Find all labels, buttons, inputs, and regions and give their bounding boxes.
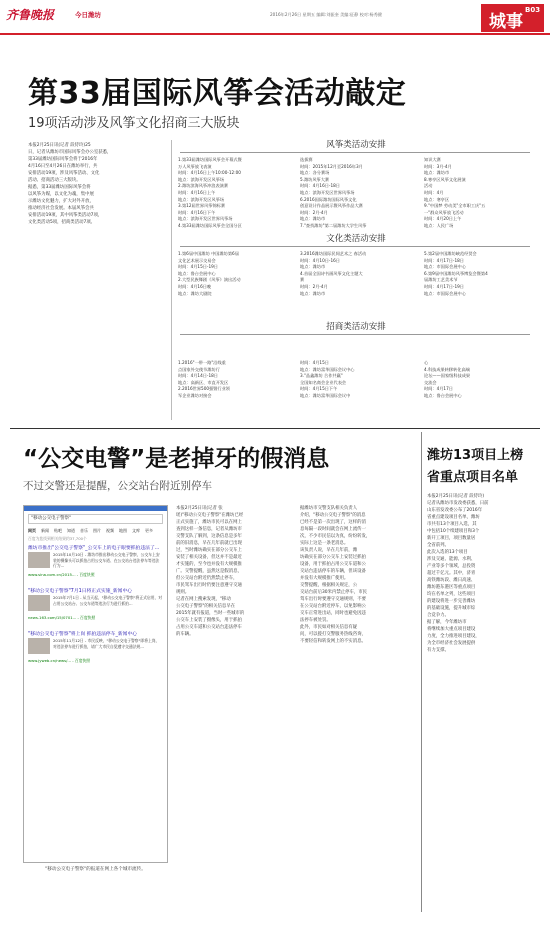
text-line: 8.寒亭区风筝文化展演 [424, 176, 466, 182]
article2-body-col2 [300, 505, 418, 645]
text-line: 广。交警提醒，虽然这是假消息， [176, 569, 242, 574]
article1-subhead: 19项活动涉及风筝文化招商三大版块 [28, 116, 240, 131]
text-line: 一"群众风筝放飞活动 [424, 209, 464, 215]
text-line: 时间：2月-4月 [300, 283, 328, 289]
text-line: 地点：滨海开发区风筝场 [178, 196, 225, 202]
text-line: 安装了相关设备，但这并不是最近 [176, 555, 242, 560]
search-tab[interactable]: 视频 [106, 528, 114, 533]
text-line: 瑶)"移动公交电子警察"在潍坊已经 [176, 513, 244, 518]
search-tab[interactable]: 音乐 [80, 528, 88, 533]
text-line: 地点：潍坊富华国际会议中 [300, 392, 351, 398]
text-line: 交站台前后30米内禁止停车，市民 [300, 590, 368, 595]
text-line: 已经不是第一次出现了，这样的消 [300, 520, 366, 525]
text-line: 文化类活动5项，招商类活动7项。 [28, 220, 96, 225]
text-line: 时间：4月14日-18日 [178, 373, 218, 379]
text-line: 实际上这是一条老消息。 [300, 541, 349, 546]
text-line: 3."品鑫潍坊 合作共赢" [300, 373, 343, 379]
text-line: 公交车上安装了摄像头，用于抓拍 [176, 618, 242, 623]
result-snippet: 2015年11月12日 - 市民反映，"移动公交电子警察"即将上岗，对违法停车进行抓拍，请广大市民自觉遵守交通法规... [53, 638, 160, 649]
text-line: 创意设计作品展示暨风筝作品大赛 [300, 203, 363, 209]
article2-headline: “公交电警”是老掉牙的假消息 [23, 446, 330, 472]
text-line: 时间：4月15日-19日 [178, 264, 218, 270]
text-line: 问，可以拨打交警服务热线咨询， [300, 632, 366, 637]
text-line: 推动经济社会发展。本届风筝会共 [28, 206, 94, 211]
text-line: 时间：4月17日-19日 [424, 283, 464, 289]
page-number: B03 [525, 6, 541, 14]
text-line: 地点：滨海开发区风筝场 [178, 176, 225, 182]
text-line: 7."查找潍坊"第二届潍坊大学生风筝 [300, 222, 367, 228]
text-line: 1.第33届潍坊国际风筝会开幕式暨 [178, 157, 242, 162]
text-line: 查到这样一条信息，记者从潍坊市 [176, 527, 242, 532]
text-line: 文化艺术展示交易会 [178, 257, 216, 263]
column-divider [171, 140, 172, 420]
text-line: 2.潍坊滨海风筝冲浪表演赛 [178, 183, 229, 189]
text-line: 次，不少市民信以为真，纷纷转发， [300, 534, 371, 539]
text-line: 时间：4月16日-18日 [300, 183, 340, 189]
text-line: 高铁潍坊段、潍日高速、 [427, 578, 476, 583]
text-line: 时间：4月17日 [424, 386, 453, 392]
article2-body-col1 [176, 505, 294, 638]
text-line: 坊确实在部分公交车上安装过抓拍 [300, 555, 366, 560]
text-line: 才实施的，至今也并没有大规模推 [176, 562, 242, 567]
text-line: 地点：潍坊大剧院 [178, 290, 212, 296]
text-line: 息每隔一段时间就会在网上流传一 [300, 527, 366, 532]
text-line: 为全市经济社会发展提供 [427, 641, 476, 646]
text-line: 5.第2届中国潍坊峡范经贸会 [424, 251, 477, 256]
search-tab[interactable]: 贴吧 [54, 528, 62, 533]
text-line: 地点：市国际会展中心 [424, 264, 466, 270]
article3-headline-line1: 潍坊13项目上榜 [427, 448, 524, 463]
article1-headline: 第33届国际风筝会活动敲定 [28, 76, 407, 111]
text-line: 此次入选的13个项目 [427, 550, 468, 555]
text-line: 并没有大规模推广使用。 [300, 576, 349, 581]
text-line: 军企业潍坊对接会 [178, 392, 212, 398]
screenshot-caption: "移动公交电子警察"的报道在网上各个城市流传。 [45, 867, 146, 872]
culture-col-1 [178, 251, 296, 297]
result-url[interactable]: www.jyweb.cn/news/... - 百度快照 [28, 658, 91, 663]
result-url[interactable]: news.163.com/15/0701... - 百度快照 [28, 615, 96, 620]
column-divider [421, 432, 422, 912]
text-line: 地点：滨海开发区世界风筝场 [178, 216, 233, 222]
text-line: 地点：鲁台会展中心 [424, 392, 462, 398]
text-line: 选拔赛 [300, 157, 313, 162]
text-line: 安排活动19项，涉及风筝活动、文化 [28, 171, 100, 176]
text-line: 6.第9届中国潍坊风筝博览会暨第4 [424, 270, 488, 276]
text-line: 市共有13个项目入选，其 [427, 522, 477, 527]
text-line: 省重点建设项目名单，潍坊 [427, 515, 480, 520]
text-line: 的建设将进一步完善潍坊 [427, 599, 476, 604]
text-line: 在公交站台附近停车，以免影响公 [300, 604, 366, 609]
text-line: 地点：寒亭区 [424, 196, 450, 202]
text-line: 此外，市民如对相关信息有疑 [300, 625, 358, 630]
text-line: 4.首届全国诗书画风筝文化主题大 [300, 270, 363, 276]
text-line: 4.第33届潍坊国际风筝会全国分区 [178, 222, 242, 228]
search-result [28, 545, 163, 578]
masthead-meta: 2016年2月26日 星期五 编辑:刘振奎 美编:征静 校对:杨秀健 [270, 12, 382, 17]
article1-body [28, 142, 168, 226]
search-result [28, 588, 163, 621]
search-result [28, 631, 163, 664]
text-line: 据潍坊市交警支队相关负责人 [300, 506, 358, 511]
text-line: 安排活动19项，其中风筝类活动7项， [28, 213, 103, 218]
text-line: 点国家外交使节潍坊行 [178, 366, 220, 372]
text-line: 力度，全力推进项目建设， [427, 634, 480, 639]
text-line: 时间：4月15日下午 [300, 386, 338, 392]
text-line: 设备，用于抓拍占用公交车道和公 [300, 562, 366, 567]
text-line: 以风筝为媒，以文化为魂，集中展 [28, 192, 94, 197]
section-rule [180, 334, 530, 335]
story-divider [10, 428, 540, 429]
text-line: 地点：潍坊市 [300, 290, 326, 296]
text-line: 全省前列。 [427, 543, 449, 548]
text-line: 时间：4月16日上午10:00-12:00 [178, 170, 241, 176]
section-rule [180, 246, 530, 247]
text-line: 时间：4月 [424, 189, 444, 195]
result-thumbnail[interactable] [28, 638, 50, 654]
kite-section-title: 风筝类活动安排 [326, 140, 386, 150]
result-thumbnail[interactable] [28, 595, 50, 611]
text-line: 1.第6届中国潍坊 中国潍坊第6届 [178, 251, 239, 256]
paper-logo: 齐鲁晚报 [6, 8, 55, 22]
text-line: 该负责人说，早在几年前，潍 [300, 548, 358, 553]
invest-col-3 [424, 360, 542, 400]
search-tab[interactable]: 新闻 [41, 528, 49, 533]
web-search-screenshot [23, 505, 168, 863]
text-line: 合竞争力。 [427, 613, 449, 618]
result-url[interactable]: www.sina.com.cn/2015... - 百度快照 [28, 572, 95, 577]
result-title-link[interactable]: "移动公交电子警察"7月1日将正式实施_新闻中心 [28, 589, 133, 594]
text-line: 赛 [300, 277, 305, 283]
masthead-rule [0, 33, 550, 35]
text-line: 时间：4月17日-18日 [424, 257, 464, 263]
text-line: 9."中国梦 劳动美"全市职工庆"五 [424, 203, 486, 209]
search-results [28, 545, 163, 664]
text-line: 交流会 [424, 379, 437, 385]
text-line: 地点：鲁台会展中心 [178, 270, 216, 276]
browser-top-bar [24, 506, 167, 511]
text-line: 地点：潍坊市 [300, 264, 326, 270]
text-line: 万人风筝放飞表演 [178, 163, 212, 169]
text-line: 公交电子警察"的相关信息早在 [176, 604, 236, 609]
text-line: 时间：4月16日下午 [178, 209, 216, 215]
text-line: 本报2月25日讯(记者 段侍玲) [427, 494, 485, 499]
text-line: 时间：4月10日-16日 [300, 257, 340, 263]
text-line: 占用公交车道和公交站台违法停车 [176, 625, 242, 630]
text-line: 4.科技成果转移转化高端 [424, 366, 470, 372]
text-line: 地点：潍坊市 [424, 170, 450, 176]
text-line: 新开工项目，项目数量居 [427, 536, 476, 541]
text-line: 心 [424, 360, 429, 365]
text-line: 交警支队了解到，这条信息是多年 [176, 534, 242, 539]
text-line: 驾车出行时要遵守交通规则，不要 [300, 597, 366, 602]
text-line: 记者从潍坊市发改委获悉，日前 [427, 501, 489, 506]
search-tab[interactable]: 更多 [145, 528, 153, 533]
article2-subhead: 不过交警还是提醒，公交站台附近别停车 [23, 480, 212, 492]
section-rule [180, 152, 530, 153]
text-line: 过，当时潍坊确实在部分公交车上 [176, 548, 242, 553]
text-line: 地点：高新区、市直开发区 [178, 379, 229, 385]
culture-col-2 [300, 251, 418, 297]
culture-col-3 [424, 251, 542, 297]
search-tab[interactable]: 知道 [67, 528, 75, 533]
text-line: 规则。 [176, 590, 190, 595]
search-tab[interactable]: 文库 [132, 528, 140, 533]
text-line: 潍坊港东港区等重点项目 [427, 585, 476, 590]
text-line: 论坛——国家级科技成果 [424, 373, 471, 379]
text-line: 记者在网上搜索发现，"移动 [176, 597, 231, 602]
result-snippet: 2015年7月1日 - 从当天起，"移动公交电子警察"将正式启用，对占用公交站台、公交车道等违法行为进行抓拍... [53, 595, 163, 606]
result-title-link[interactable]: 潍坊市推出"公交电子警察"_公交车上的电子眼要抓拍违法了... [28, 546, 160, 551]
search-tab[interactable]: 地图 [119, 528, 127, 533]
invest-col-2 [300, 360, 418, 400]
kite-col-3 [424, 157, 542, 230]
text-line: 不要轻信和转发网上的不实消息。 [300, 639, 366, 644]
text-line: 交站台违法停车的车辆，但该设备 [300, 569, 366, 574]
text-line: 将继续加大重点项目建设 [427, 627, 476, 632]
text-line: 正式实施了，潍坊市民可以在网上 [176, 520, 242, 525]
text-line: 日，记者从潍坊市国际风筝会办公室获悉， [28, 150, 112, 155]
text-line: 交警提醒，根据相关规定，公 [300, 583, 358, 588]
text-line: 届潍坊工艺美术节 [424, 277, 458, 283]
result-snippet: 2015年10月10日 - 潍坊市推出移动公交电子警察，公交车上安装的摄像头可以抓拍占用公交车道、在公交站台违法停车等违法行为... [53, 552, 160, 569]
text-line: 的基础设施，提升城市综 [427, 606, 476, 611]
kite-col-2 [300, 157, 418, 230]
invest-section-title: 招商类活动安排 [326, 322, 386, 332]
text-line: 交车正常进出站，同时也避免因违 [300, 611, 366, 616]
text-line: 地点：人民广场 [424, 222, 454, 228]
text-line: 有力支撑。 [427, 648, 449, 653]
search-tab[interactable]: 网页 [28, 528, 36, 533]
culture-section-title: 文化类活动安排 [326, 234, 386, 244]
text-line: 时间：4月16日上午 [178, 189, 216, 195]
text-line: 地点：潍坊富华国际会议中心 [300, 366, 355, 372]
invest-col-1 [178, 360, 296, 400]
text-line: 地点：市国际会展中心 [424, 290, 466, 296]
text-line: 6.2016国际潍坊国际风筝文化 [300, 196, 357, 202]
text-line: 前的旧消息，早在几年前就已出现 [176, 541, 242, 546]
text-line: 但公交站台附近仍然禁止停车， [176, 576, 238, 581]
text-line: 时间：2015年12月至2016年3月 [300, 163, 363, 169]
text-line: 时间：3月-4月 [424, 163, 452, 169]
text-line: 示潍坊文化魅力，扩大对外开放， [28, 199, 94, 204]
text-line: 4月16日至4月26日在潍坊举行，共 [28, 164, 98, 169]
text-line: 时间：4月15日 [300, 360, 329, 365]
text-line: 2.大型民族舞剧《风筝》演出活动 [178, 277, 241, 283]
text-line: 活动、招商活动三大版块。 [28, 178, 81, 183]
text-line: 山东省发改委公布了2016年 [427, 508, 483, 513]
text-line: 时间：4月20日上午 [424, 216, 462, 222]
text-line: 地点：滨海开发区世界风筝场 [300, 189, 355, 195]
text-line: 5.潍坊风筝大赛 [300, 176, 330, 182]
text-line: 法停车被处罚。 [300, 618, 331, 623]
text-line: 1.2016"一带一路"沿线重 [178, 360, 226, 365]
result-count: 百度为您找到相关结果约37,700个 [28, 536, 87, 541]
text-line: 产业等多个领域，总投资 [427, 564, 476, 569]
text-line: 地点：各分赛场 [300, 170, 330, 176]
text-line: 市民驾车出行时仍要注意遵守交通 [176, 583, 242, 588]
text-line: 3.2016潍坊国际民间艺术之 春活动 [300, 251, 367, 256]
text-line: 介绍，"移动公交电子警察"的消息 [300, 513, 366, 518]
text-line: 活动 [424, 183, 433, 189]
text-line: 第33届潍坊国际风筝会将于2016年 [28, 157, 98, 162]
text-line: 据了解，今年潍坊市 [427, 620, 467, 625]
text-line: 时间：2月-4月 [300, 209, 328, 215]
kite-col-1 [178, 157, 296, 230]
search-input[interactable]: "移动公交电子警察" [28, 514, 163, 524]
text-line: 据悉，第33届潍坊国际风筝会将 [28, 185, 91, 190]
text-line: 2.2016世界500强暨行业领 [178, 386, 230, 392]
article3-headline-line2: 省重点项目名单 [427, 470, 519, 485]
text-line: 的车辆。 [176, 632, 194, 637]
section-label: 今日潍坊 [75, 11, 101, 19]
text-line: 中包括10个续建项目和3个 [427, 529, 480, 534]
text-line: 超过千亿元。其中，济青 [427, 571, 476, 576]
text-line: 全国知名商会企业代表会 [300, 379, 347, 385]
text-line: 2015年就有报道，当时一些城市的 [176, 611, 245, 616]
text-line: 地点：潍坊市 [300, 216, 326, 222]
article3-body [427, 493, 543, 654]
text-line: 涉及交通、能源、水利、 [427, 557, 476, 562]
text-line: 时间：4月16日晚 [178, 283, 212, 289]
text-line: 本报2月25日讯(记者 张 [176, 506, 223, 511]
result-thumbnail[interactable] [28, 552, 50, 568]
text-line: 3.第12届世界风筝锦标赛 [178, 203, 226, 209]
text-line: 均在名单之列，这些项目 [427, 592, 476, 597]
result-title-link[interactable]: "移动公交电子警察"将上岗 抓拍违法停车_新闻中心 [28, 632, 138, 637]
text-line: 本报2月25日讯(记者 段侍玲)25 [28, 143, 91, 148]
text-line: 知识大赛 [424, 157, 441, 162]
search-tabs [28, 527, 163, 534]
search-tab[interactable]: 图片 [93, 528, 101, 533]
section-title: 城事 [489, 12, 523, 32]
